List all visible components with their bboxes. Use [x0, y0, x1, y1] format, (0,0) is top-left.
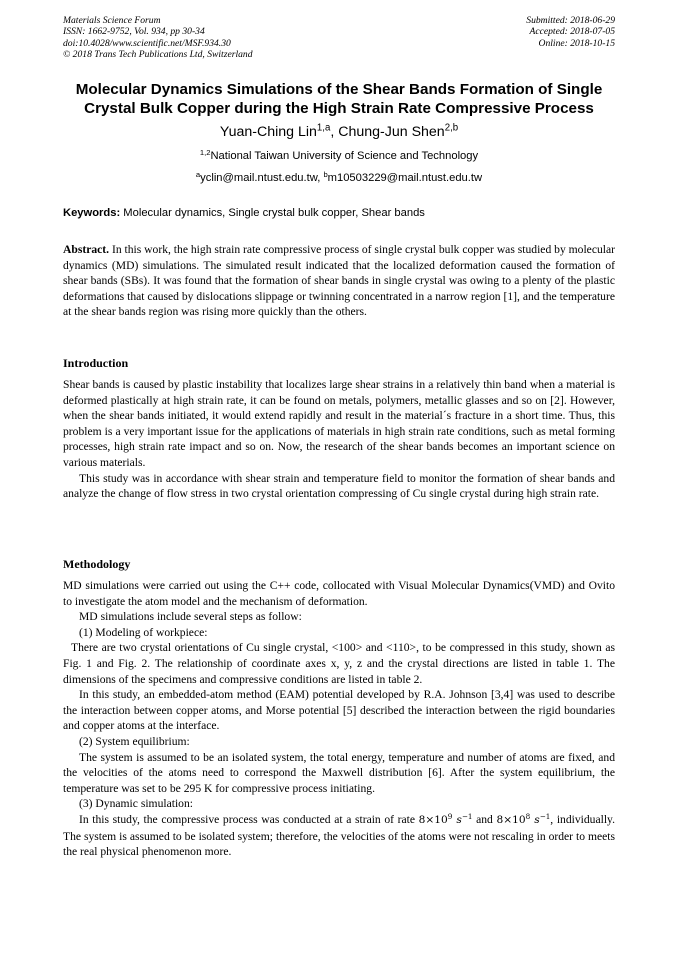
rate1-exp: 9 — [447, 811, 453, 821]
abstract-label: Abstract. — [63, 243, 110, 256]
meth-paragraph-5: The system is assumed to be an isolated system, the total energy, temperature and number of atoms are fixed, and the velocities of the atoms need to correspond the Maxwell distribution [6]. After the system equilibrium, the temperature was set to be 295 K for compressive process initiating. — [63, 750, 615, 795]
author-1-sup: 1,a — [316, 122, 331, 134]
accepted-date: Accepted: 2018-07-05 — [529, 26, 615, 38]
keywords-text: Molecular dynamics, Single crystal bulk copper, Shear bands — [120, 207, 425, 219]
affiliation-sup: 1,2 — [199, 147, 211, 157]
dates-header — [526, 15, 615, 49]
rate1-base: 8×10 — [418, 813, 448, 826]
meth-p6-text-b: , individually. The system is assumed to be isolated system; therefore, the velocities of the atoms were not rescaling in order to meets the real physical phenomenon more. — [63, 812, 615, 859]
doi: doi:10.4028/www.scientific.net/MSF.934.30 — [63, 37, 231, 49]
email-a-sup: a — [195, 169, 201, 179]
rate1-unit: s — [456, 813, 462, 826]
abstract-text: In this work, the high strain rate compressive process of single crystal bulk copper was studied by molecular dynamics (MD) simulations. The simulated result indicated that the localized deformation caused the formation of shear bands (SBs). It was found that the formation of shear bands in single crystal was owing to a plenty of the plastic deformations that caused by dislocations slippage or twinning concentrated in a narrow region [1], and the temperature at the shear bands region was rising more quickly than the others. — [63, 243, 615, 319]
meth-paragraph-1: MD simulations were carried out using the C++ code, collocated with Visual Molecular Dynamics(VMD) and Ovito to investigate the atom model and the mechanism of deformation. — [63, 579, 615, 608]
meth-paragraph-2: MD simulations include several steps as follow: — [79, 610, 302, 624]
meth-step-2: (2) System equilibrium: — [79, 734, 190, 748]
methodology-heading: Methodology — [63, 557, 131, 571]
issn: ISSN: 1662-9752, Vol. 934, pp 30-34 — [63, 26, 205, 38]
email-separator: , — [317, 172, 324, 184]
abstract — [63, 242, 615, 320]
meth-p6-and: and — [472, 812, 497, 826]
meth-paragraph-3: There are two crystal orientations of Cu single crystal, <100> and <110>, to be compressed in this study, shown as Fig. 1 and Fig. 2. The relationship of coordinate axes x, y, z and the crystal directions are listed in table 1. The dimensions of the specimens and compressive conditions are listed in table 2. — [63, 641, 615, 686]
rate2-base: 8×10 — [496, 813, 526, 826]
meth-step-3: (3) Dynamic simulation: — [79, 797, 193, 811]
email-b-sup: b — [323, 169, 328, 179]
author-emails — [0, 171, 678, 185]
journal-header — [63, 15, 253, 61]
intro-paragraph-2: This study was in accordance with shear strain and temperature field to monitor the formation of shear bands and analyze the change of flow stress in two crystal orientation compressing of Cu single crystal during high strain rate. — [63, 471, 615, 501]
affiliation-text: National Taiwan University of Science and Technology — [210, 150, 479, 162]
meth-p6-text-a: In this study, the compressive process was conducted at a strain of rate — [79, 812, 419, 826]
submitted-date: Submitted: 2018-06-29 — [526, 15, 615, 26]
meth-step-1: (1) Modeling of workpiece: — [79, 625, 208, 639]
email-a: yclin@mail.ntust.edu.tw — [200, 172, 318, 184]
rate1-unit-exp: −1 — [461, 811, 473, 821]
meth-paragraph-4: In this study, an embedded-atom method (EAM) potential developed by R.A. Johnson [3,4] was used to describe the interaction between copper atoms, and Morse potential [5] described the interaction between the rigid boundaries and copper atoms at the interface. — [63, 688, 615, 733]
author-2-sup: 2,b — [444, 122, 459, 134]
affiliation — [0, 149, 678, 163]
author-2: Chung-Jun Shen — [338, 124, 445, 140]
paper-title — [40, 80, 638, 118]
rate2-unit-exp: −1 — [539, 811, 551, 821]
intro-paragraph-1: Shear bands is caused by plastic instability that localizes large shear strains in a relatively thin band when a material is deformed plastically at high strain rate, it can be found on metals, polymers, metallic glasses and so on [2]. However, when the shear bands initiated, it would extend rapidly and result in the material´s fracture in a short time. Thus, this problem is a very important issue for the applications of materials in high strain rate conditions, such as metal forming processes, high strain rate impact and so on. Now, the research of the shear bands becomes an important science on various materials. — [63, 378, 615, 469]
rate2-unit: s — [534, 813, 540, 826]
author-separator: , — [330, 124, 339, 140]
strain-rate-2 — [496, 811, 551, 826]
title-line-1: Molecular Dynamics Simulations of the Shear Bands Formation of Single — [75, 81, 603, 98]
introduction-heading: Introduction — [63, 356, 129, 370]
strain-rate-1 — [418, 811, 473, 826]
introduction-body — [63, 377, 615, 502]
keywords-label: Keywords: — [63, 207, 121, 219]
author-1: Yuan-Ching Lin — [219, 124, 317, 140]
keywords — [63, 206, 615, 220]
meth-paragraph-6 — [63, 812, 615, 860]
email-b: m10503229@mail.ntust.edu.tw — [327, 172, 483, 184]
copyright: © 2018 Trans Tech Publications Ltd, Switzerland — [63, 49, 253, 61]
title-line-2: Crystal Bulk Copper during the High Strain Rate Compressive Process — [84, 100, 594, 117]
methodology-body — [63, 578, 615, 860]
rate2-exp: 8 — [525, 811, 531, 821]
online-date: Online: 2018-10-15 — [538, 37, 615, 49]
authors — [0, 123, 678, 141]
journal-name: Materials Science Forum — [63, 15, 161, 26]
